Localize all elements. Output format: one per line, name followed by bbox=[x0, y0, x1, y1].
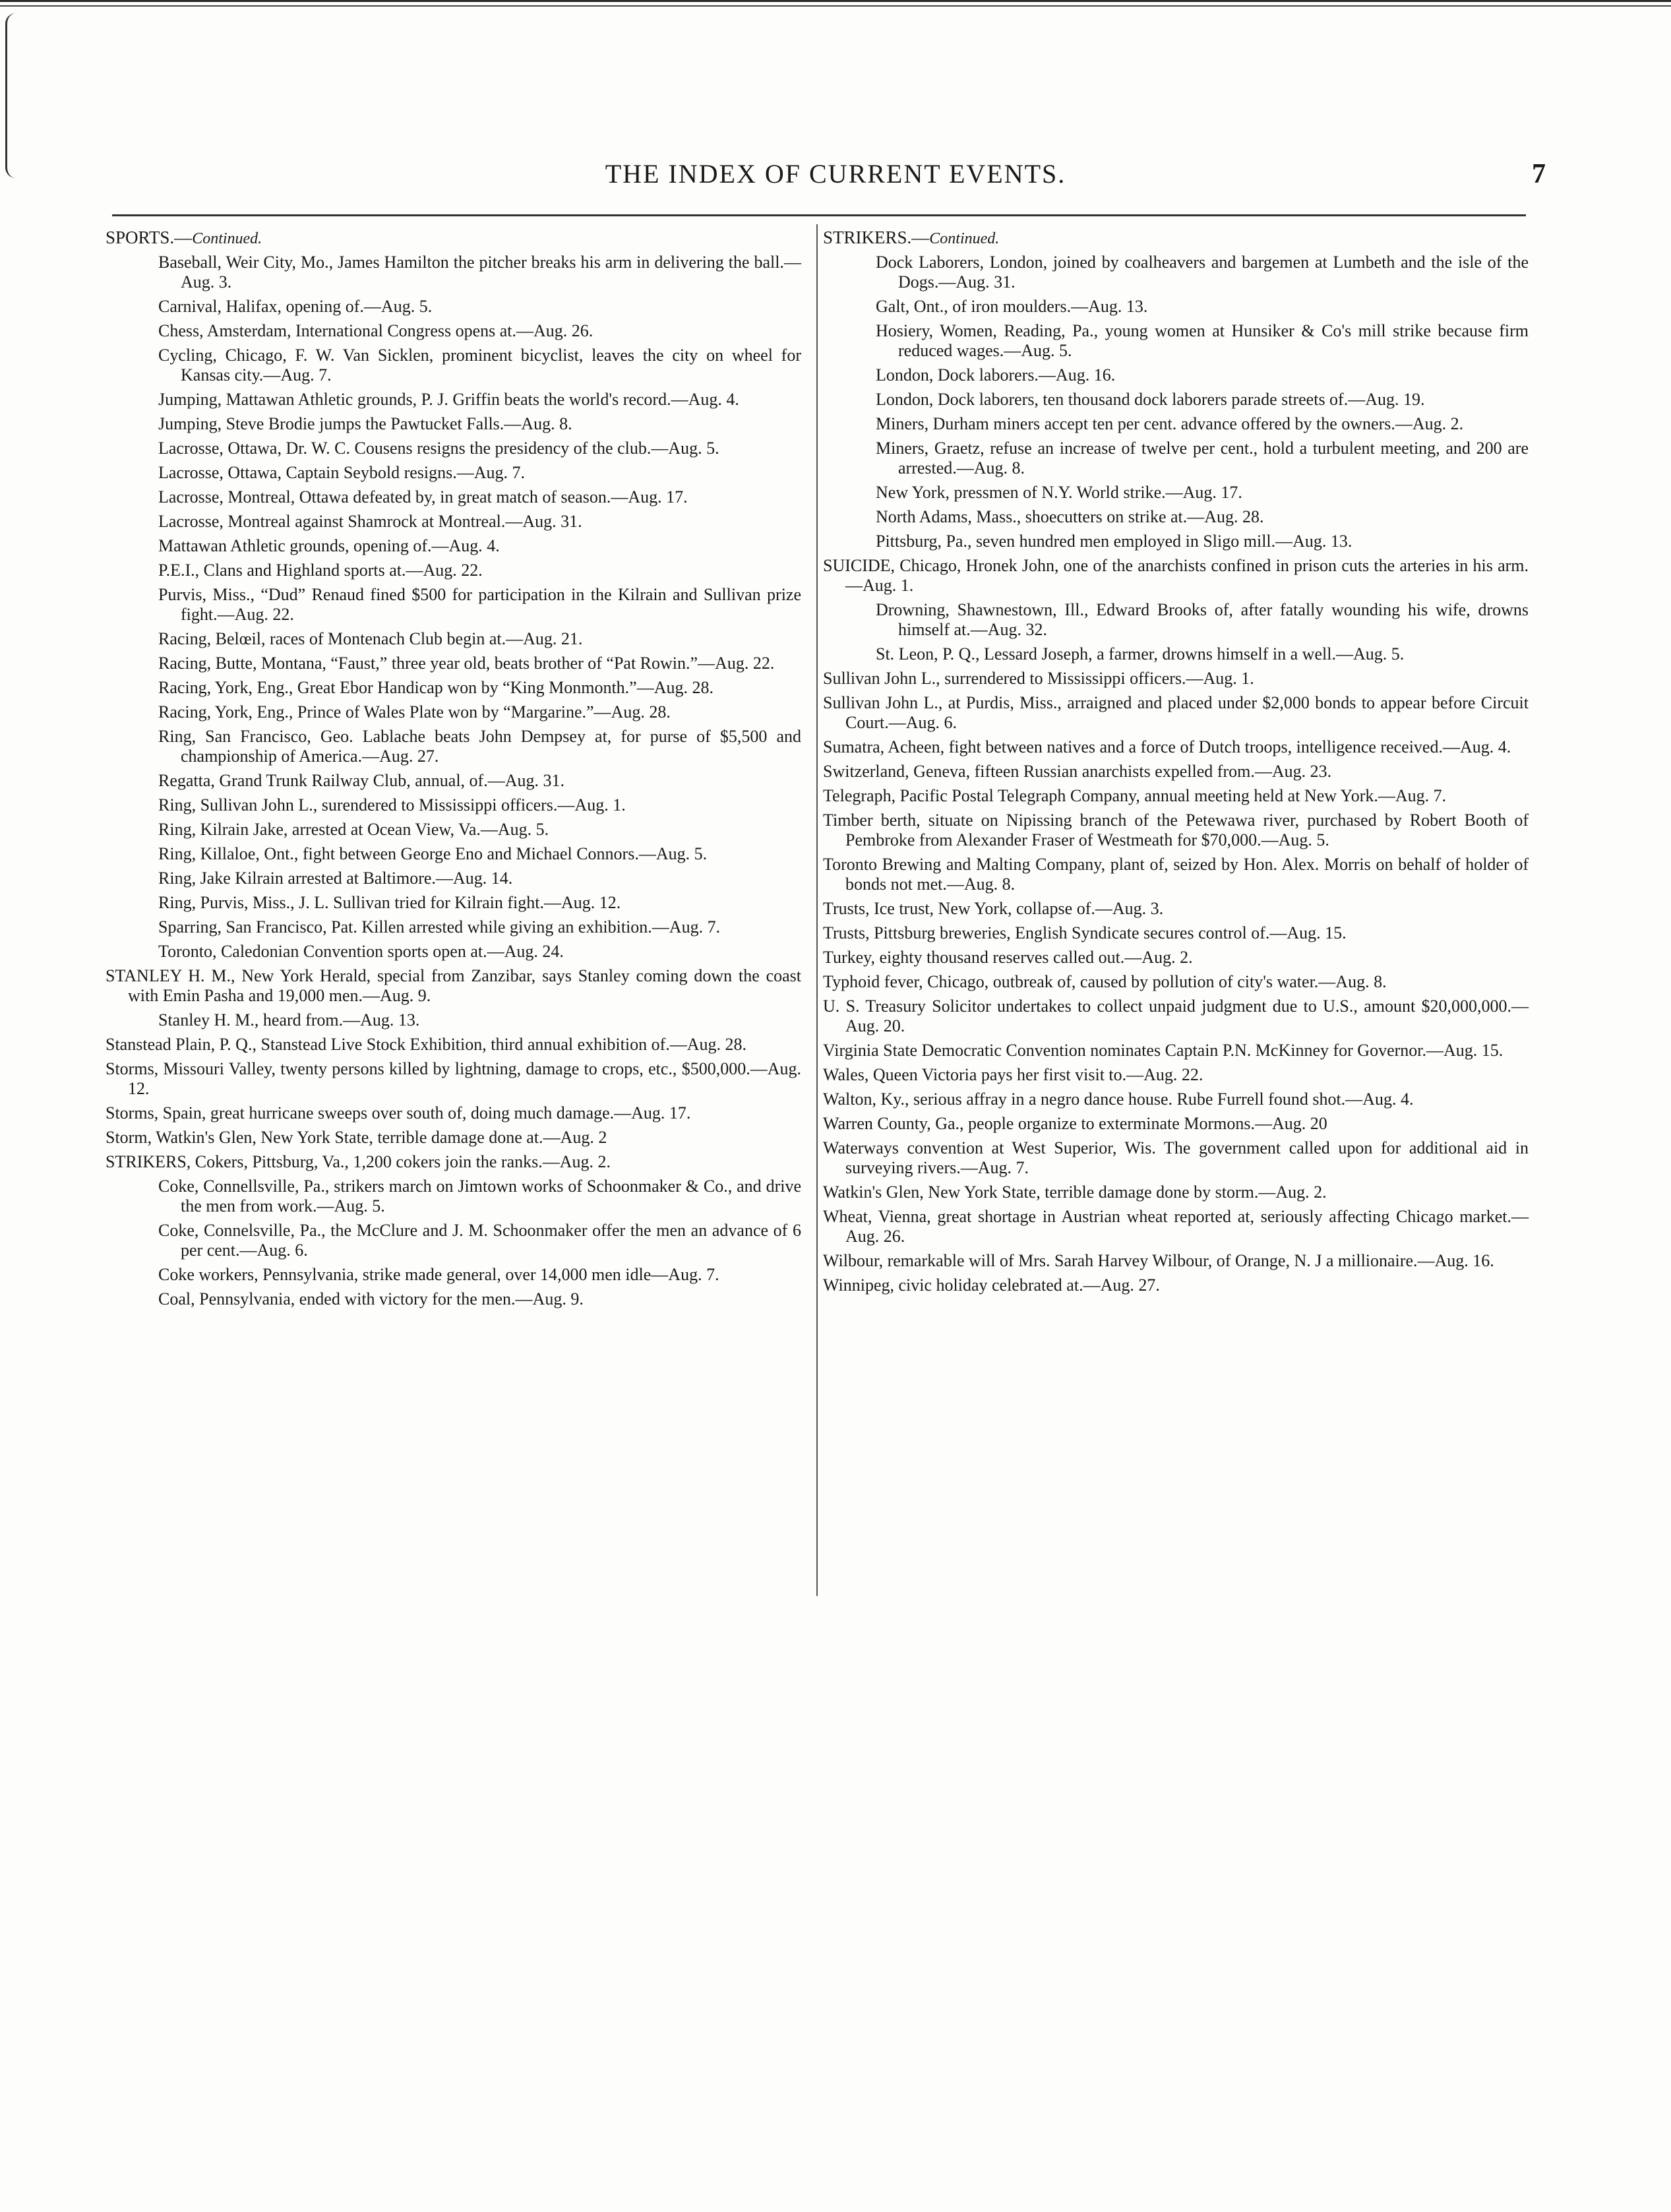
index-entry: U. S. Treasury Solicitor undertakes to collect unpaid judgment due to U.S., amount $20,000,000.—Aug. 20. bbox=[823, 997, 1529, 1035]
section-heading-strikers bbox=[823, 228, 1529, 249]
index-entry: Pittsburg, Pa., seven hundred men employed in Sligo mill.—Aug. 13. bbox=[876, 532, 1352, 551]
index-entry: STANLEY H. M., New York Herald, special from Zanzibar, says Stanley coming down the coast with Emin Pasha and 19,000 men.—Aug. 9. bbox=[106, 966, 801, 1005]
index-entry: Winnipeg, civic holiday celebrated at.—Aug. 27. bbox=[823, 1275, 1160, 1295]
index-entry: Stanley H. M., heard from.—Aug. 13. bbox=[158, 1010, 420, 1029]
index-entry: Virginia State Democratic Convention nominates Captain P.N. McKinney for Governor.—Aug. 15. bbox=[823, 1041, 1504, 1060]
index-entry: Sullivan John L., at Purdis, Miss., arraigned and placed under $2,000 bonds to appear before Circuit Court.—Aug. 6. bbox=[823, 693, 1529, 732]
index-entry: Lacrosse, Montreal, Ottawa defeated by, in great match of season.—Aug. 17. bbox=[158, 487, 688, 507]
index-entry: Switzerland, Geneva, fifteen Russian anarchists expelled from.—Aug. 23. bbox=[823, 762, 1332, 781]
section-heading-sports bbox=[106, 228, 801, 249]
index-entry: Sparring, San Francisco, Pat. Killen arrested while giving an exhibition.—Aug. 7. bbox=[158, 917, 721, 937]
index-entry: Carnival, Halifax, opening of.—Aug. 5. bbox=[158, 297, 433, 316]
entry-list bbox=[106, 253, 801, 1309]
index-entry: Racing, Butte, Montana, “Faust,” three year old, beats brother of “Pat Rowin.”—Aug. 22. bbox=[158, 654, 775, 673]
binding-mark bbox=[5, 13, 20, 178]
index-entry: Drowning, Shawnestown, Ill., Edward Brooks of, after fatally wounding his wife, drowns himself at.—Aug. 32. bbox=[876, 600, 1529, 639]
entry-list bbox=[823, 253, 1529, 1295]
index-entry: Ring, Killaloe, Ont., fight between George Eno and Michael Connors.—Aug. 5. bbox=[158, 844, 708, 863]
index-entry: New York, pressmen of N.Y. World strike.—Aug. 17. bbox=[876, 483, 1242, 502]
index-entry: Baseball, Weir City, Mo., James Hamilton the pitcher breaks his arm in delivering the ball.—Aug. 3. bbox=[158, 253, 801, 292]
page-title: THE INDEX OF CURRENT EVENTS. bbox=[605, 159, 1066, 189]
left-column bbox=[106, 228, 801, 1314]
index-entry: SUICIDE, Chicago, Hronek John, one of the anarchists confined in prison cuts the arteries in his arm.—Aug. 1. bbox=[823, 556, 1529, 595]
index-entry: Lacrosse, Ottawa, Captain Seybold resigns.—Aug. 7. bbox=[158, 463, 526, 482]
index-entry: Ring, San Francisco, Geo. Lablache beats John Dempsey at, for purse of $5,500 and championship of America.—Aug. 27. bbox=[158, 727, 801, 766]
top-border-rule bbox=[0, 0, 1671, 13]
index-entry: St. Leon, P. Q., Lessard Joseph, a farmer, drowns himself in a well.—Aug. 5. bbox=[876, 644, 1405, 663]
index-entry: Wales, Queen Victoria pays her first visit to.—Aug. 22. bbox=[823, 1065, 1203, 1084]
index-entry: Lacrosse, Montreal against Shamrock at Montreal.—Aug. 31. bbox=[158, 512, 582, 531]
column-divider bbox=[816, 224, 818, 1596]
index-entry: Miners, Durham miners accept ten per cent. advance offered by the owners.—Aug. 2. bbox=[876, 414, 1464, 433]
index-entry: Storm, Watkin's Glen, New York State, terrible damage done at.—Aug. 2 bbox=[106, 1128, 607, 1147]
section-continued: Continued. bbox=[929, 230, 1000, 247]
section-continued: Continued. bbox=[192, 230, 262, 247]
index-entry: Toronto Brewing and Malting Company, plant of, seized by Hon. Alex. Morris on behalf of holder of bonds not met.—Aug. 8. bbox=[823, 855, 1529, 894]
index-entry: Racing, York, Eng., Great Ebor Handicap won by “King Monmonth.”—Aug. 28. bbox=[158, 678, 714, 697]
section-title: STRIKERS.— bbox=[823, 228, 930, 247]
index-entry: Storms, Missouri Valley, twenty persons killed by lightning, damage to crops, etc., $500,000.—Aug. 12. bbox=[106, 1059, 801, 1098]
index-entry: Turkey, eighty thousand reserves called out.—Aug. 2. bbox=[823, 948, 1193, 967]
index-entry: Ring, Kilrain Jake, arrested at Ocean View, Va.—Aug. 5. bbox=[158, 820, 549, 839]
index-entry: Wheat, Vienna, great shortage in Austrian wheat reported at, seriously affecting Chicago market.—Aug. 26. bbox=[823, 1207, 1529, 1246]
index-entry: Telegraph, Pacific Postal Telegraph Company, annual meeting held at New York.—Aug. 7. bbox=[823, 786, 1447, 805]
index-entry: Regatta, Grand Trunk Railway Club, annual, of.—Aug. 31. bbox=[158, 771, 564, 790]
index-entry: Jumping, Mattawan Athletic grounds, P. J. Griffin beats the world's record.—Aug. 4. bbox=[158, 390, 739, 409]
index-entry: Timber berth, situate on Nipissing branch of the Petewawa river, purchased by Robert Booth of Pembroke from Alexander Fraser of Westmeath for $70,000.—Aug. 5. bbox=[823, 811, 1529, 849]
index-entry: Racing, Belœil, races of Montenach Club begin at.—Aug. 21. bbox=[158, 629, 583, 648]
index-entry: Warren County, Ga., people organize to exterminate Mormons.—Aug. 20 bbox=[823, 1114, 1327, 1133]
index-entry: Cycling, Chicago, F. W. Van Sicklen, prominent bicyclist, leaves the city on wheel for Kansas city.—Aug. 7. bbox=[158, 346, 801, 384]
index-entry: Racing, York, Eng., Prince of Wales Plate won by “Margarine.”—Aug. 28. bbox=[158, 702, 671, 722]
index-entry: Hosiery, Women, Reading, Pa., young women at Hunsiker & Co's mill strike because firm reduced wages.—Aug. 5. bbox=[876, 321, 1529, 360]
index-entry: Toronto, Caledonian Convention sports open at.—Aug. 24. bbox=[158, 942, 564, 961]
index-entry: Lacrosse, Ottawa, Dr. W. C. Cousens resigns the presidency of the club.—Aug. 5. bbox=[158, 439, 719, 458]
index-entry: Ring, Jake Kilrain arrested at Baltimore.—Aug. 14. bbox=[158, 869, 513, 888]
index-entry: Miners, Graetz, refuse an increase of twelve per cent., hold a turbulent meeting, and 200 are arrested.—Aug. 8. bbox=[876, 439, 1529, 477]
index-entry: Stanstead Plain, P. Q., Stanstead Live Stock Exhibition, third annual exhibition of.—Aug. 28. bbox=[106, 1035, 747, 1054]
index-entry: Jumping, Steve Brodie jumps the Pawtucket Falls.—Aug. 8. bbox=[158, 414, 572, 433]
index-entry: Waterways convention at West Superior, Wis. The government called upon for additional aid in surveying rivers.—Aug. 7. bbox=[823, 1138, 1529, 1177]
index-entry: Sumatra, Acheen, fight between natives and a force of Dutch troops, intelligence received.—Aug. 4. bbox=[823, 737, 1511, 756]
index-entry: London, Dock laborers, ten thousand dock laborers parade streets of.—Aug. 19. bbox=[876, 390, 1425, 409]
index-entry: Trusts, Ice trust, New York, collapse of.—Aug. 3. bbox=[823, 899, 1164, 918]
index-entry: Typhoid fever, Chicago, outbreak of, caused by pollution of city's water.—Aug. 8. bbox=[823, 972, 1387, 991]
index-entry: Wilbour, remarkable will of Mrs. Sarah Harvey Wilbour, of Orange, N. J a millionaire.—Aug. 16. bbox=[823, 1251, 1494, 1270]
index-entry: Purvis, Miss., “Dud” Renaud fined $500 for participation in the Kilrain and Sullivan prize fight.—Aug. 22. bbox=[158, 585, 801, 624]
index-entry: Sullivan John L., surrendered to Mississippi officers.—Aug. 1. bbox=[823, 669, 1254, 688]
index-entry: Watkin's Glen, New York State, terrible damage done by storm.—Aug. 2. bbox=[823, 1183, 1327, 1202]
index-entry: STRIKERS, Cokers, Pittsburg, Va., 1,200 cokers join the ranks.—Aug. 2. bbox=[106, 1152, 611, 1171]
index-entry: Ring, Purvis, Miss., J. L. Sullivan tried for Kilrain fight.—Aug. 12. bbox=[158, 893, 621, 912]
index-entry: Dock Laborers, London, joined by coalheavers and bargemen at Lumbeth and the isle of the Dogs.—Aug. 31. bbox=[876, 253, 1529, 292]
index-entry: Chess, Amsterdam, International Congress opens at.—Aug. 26. bbox=[158, 321, 593, 340]
right-column bbox=[823, 228, 1529, 1300]
index-entry: Coke workers, Pennsylvania, strike made general, over 14,000 men idle—Aug. 7. bbox=[158, 1265, 719, 1284]
section-title: SPORTS.— bbox=[106, 228, 193, 247]
index-entry: Trusts, Pittsburg breweries, English Syndicate secures control of.—Aug. 15. bbox=[823, 923, 1347, 942]
page-number: 7 bbox=[1532, 159, 1546, 189]
index-entry: North Adams, Mass., shoecutters on strike at.—Aug. 28. bbox=[876, 507, 1264, 526]
index-entry: Storms, Spain, great hurricane sweeps over south of, doing much damage.—Aug. 17. bbox=[106, 1103, 691, 1122]
index-entry: Galt, Ont., of iron moulders.—Aug. 13. bbox=[876, 297, 1148, 316]
index-entry: London, Dock laborers.—Aug. 16. bbox=[876, 365, 1116, 384]
header-rule bbox=[112, 214, 1526, 216]
index-entry: Mattawan Athletic grounds, opening of.—Aug. 4. bbox=[158, 536, 500, 555]
index-entry: Coke, Connelsville, Pa., the McClure and J. M. Schoonmaker offer the men an advance of 6 per cent.—Aug. 6. bbox=[158, 1221, 801, 1260]
index-entry: Coal, Pennsylvania, ended with victory for the men.—Aug. 9. bbox=[158, 1289, 584, 1308]
page-header bbox=[112, 158, 1559, 211]
index-entry: P.E.I., Clans and Highland sports at.—Aug. 22. bbox=[158, 561, 483, 580]
index-entry: Coke, Connellsville, Pa., strikers march on Jimtown works of Schoonmaker & Co., and drive the men from work.—Aug. 5. bbox=[158, 1177, 801, 1215]
index-entry: Ring, Sullivan John L., surendered to Mississippi officers.—Aug. 1. bbox=[158, 795, 626, 814]
index-entry: Walton, Ky., serious affray in a negro dance house. Rube Furrell found shot.—Aug. 4. bbox=[823, 1090, 1414, 1109]
